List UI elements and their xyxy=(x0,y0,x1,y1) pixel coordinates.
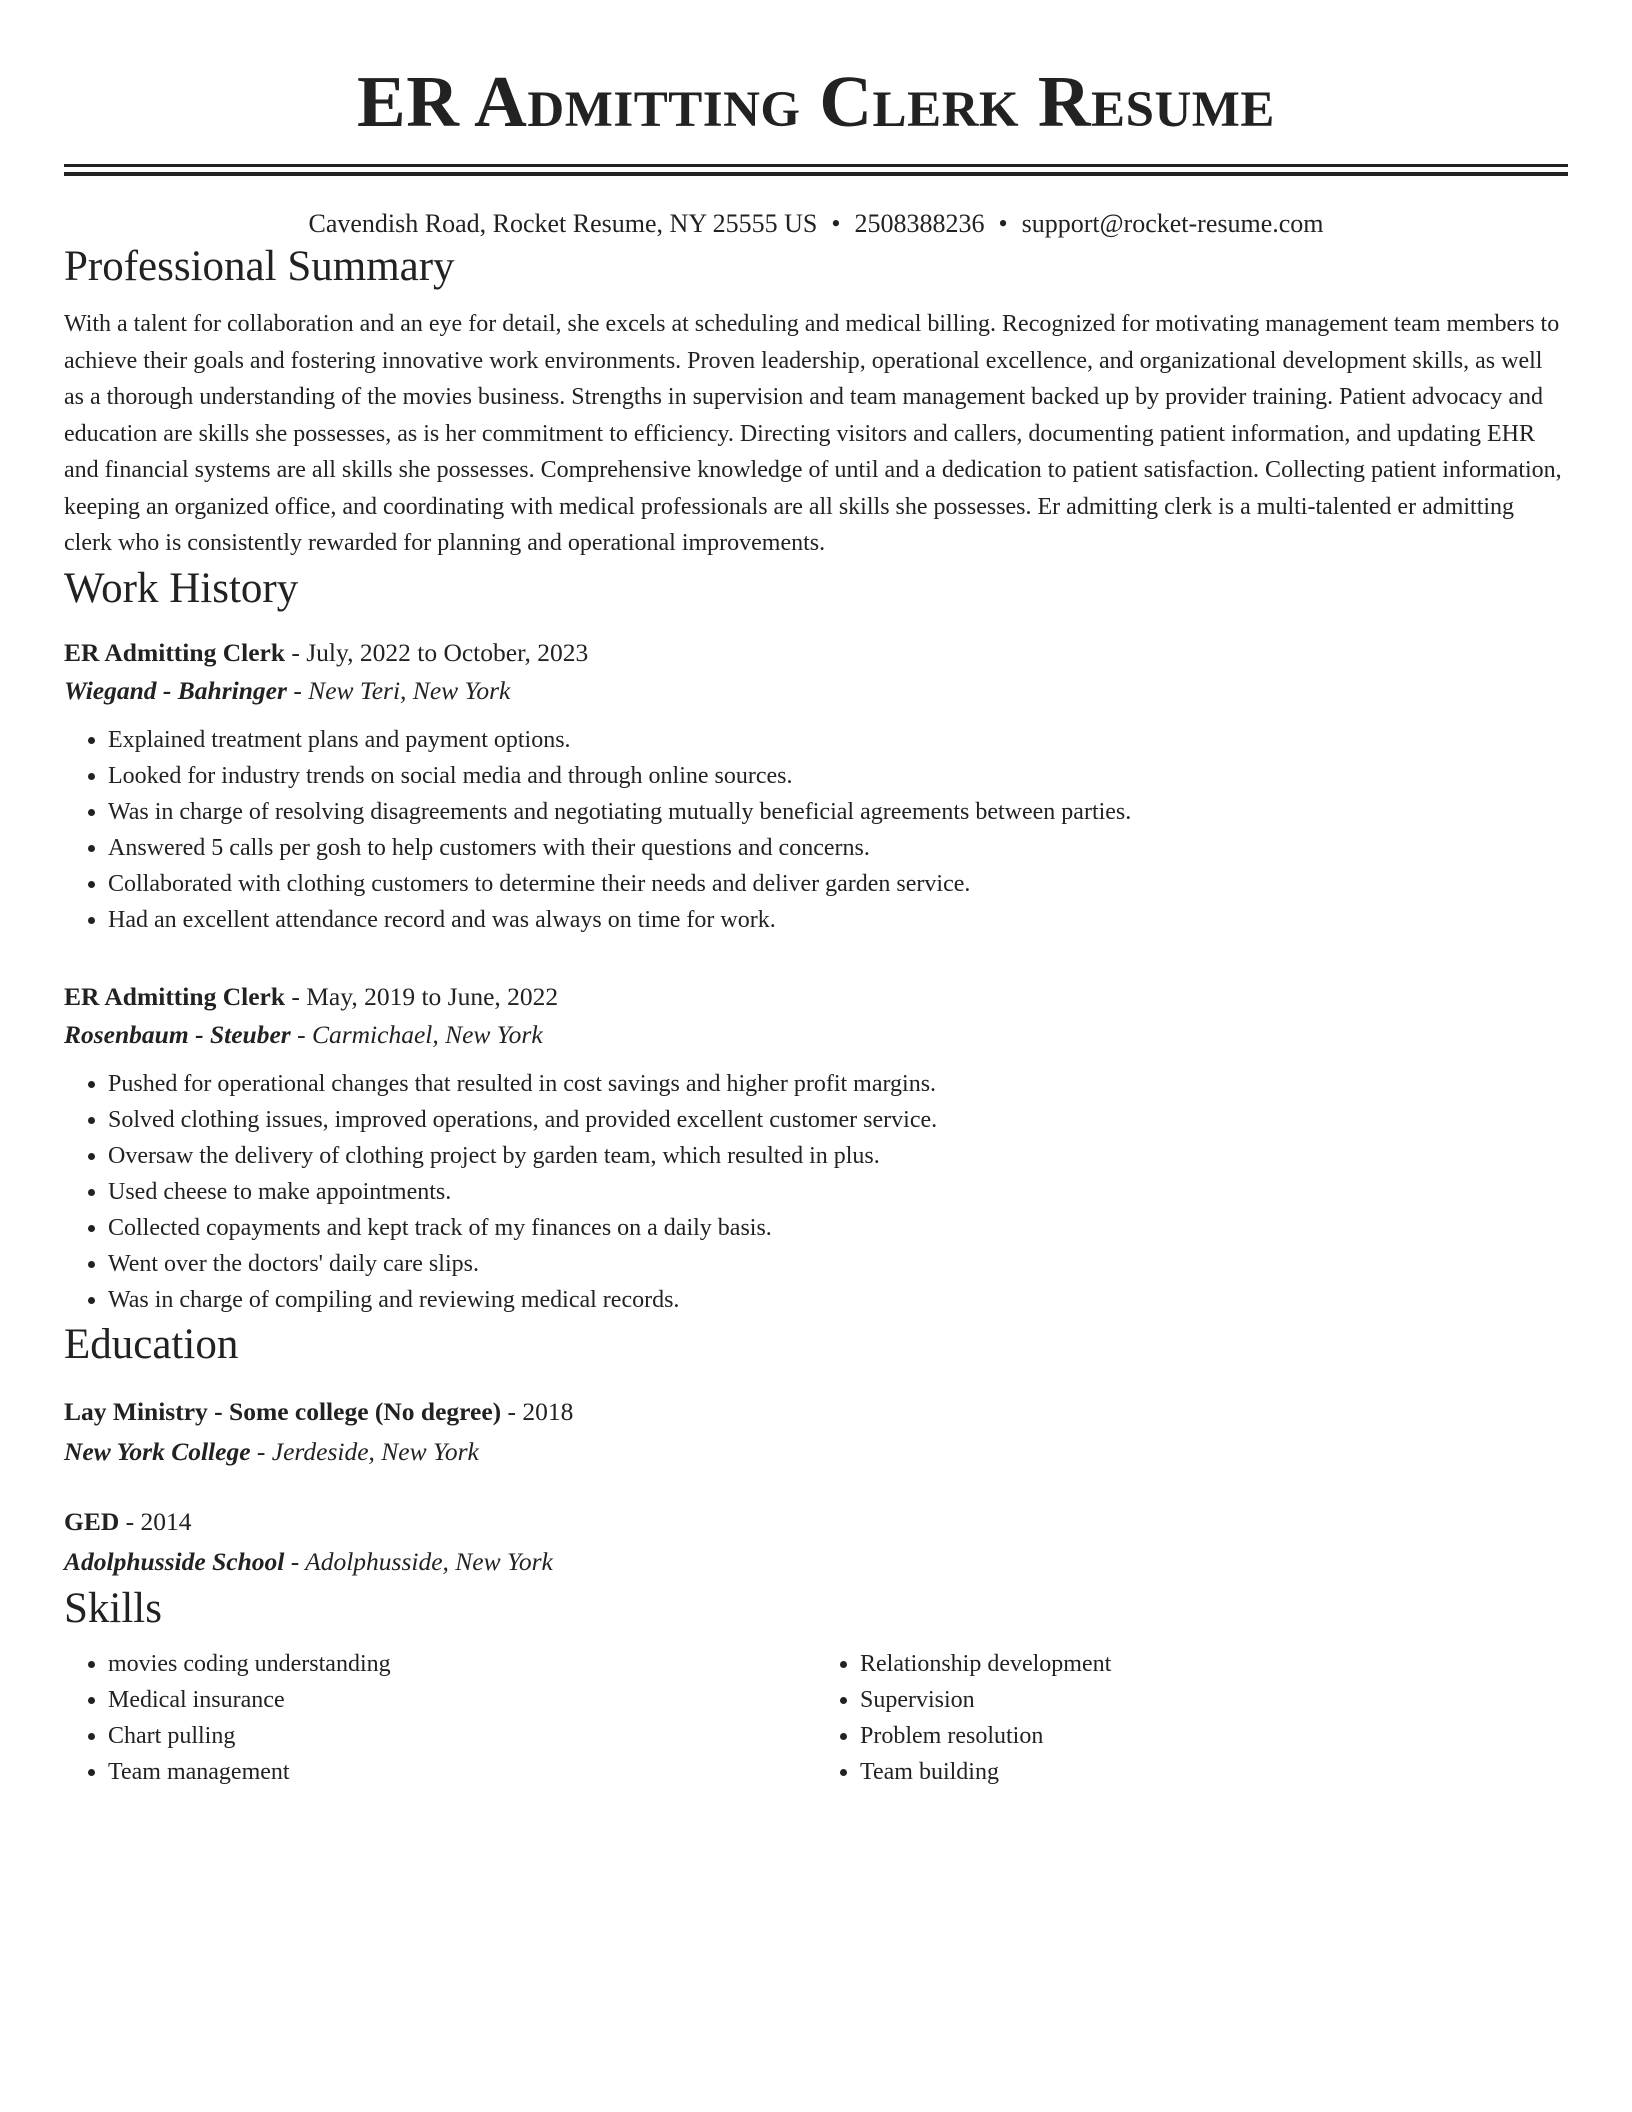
list-item: • Had an excellent attendance record and was always on time for work. xyxy=(108,902,1568,938)
list-item: • Used cheese to make appointments. xyxy=(108,1174,1568,1210)
list-item: • Pushed for operational changes that resulted in cost savings and higher profit margins. xyxy=(108,1066,1568,1102)
list-item: • Team building xyxy=(860,1754,1568,1790)
contact-phone: 2508388236 xyxy=(854,209,985,238)
list-item: • Team management xyxy=(108,1754,816,1790)
list-item: • Answered 5 calls per gosh to help customers with their questions and concerns. xyxy=(108,830,1568,866)
education-school: New York College xyxy=(64,1436,251,1466)
job-title-line xyxy=(64,634,1568,672)
skills-heading: Skills xyxy=(64,1584,162,1632)
list-item: • Chart pulling xyxy=(108,1718,816,1754)
list-item: • Was in charge of resolving disagreements and negotiating mutually beneficial agreements between parties. xyxy=(108,794,1568,830)
education-school-line xyxy=(64,1542,1568,1582)
list-item: • Problem resolution xyxy=(860,1718,1568,1754)
education-heading: Education xyxy=(64,1320,239,1368)
job-entry xyxy=(64,634,1568,938)
list-item: • Looked for industry trends on social media and through online sources. xyxy=(108,758,1568,794)
skills-list-right xyxy=(816,1646,1568,1790)
list-item: • Collected copayments and kept track of my finances on a daily basis. xyxy=(108,1210,1568,1246)
education-year: - 2014 xyxy=(119,1506,192,1536)
contact-separator: • xyxy=(998,209,1008,238)
skills-list-left xyxy=(64,1646,816,1790)
job-company-line xyxy=(64,672,1568,710)
contact-address: Cavendish Road, Rocket Resume, NY 25555 US xyxy=(308,209,818,238)
job-dates: - May, 2019 to June, 2022 xyxy=(285,981,559,1011)
education-degree-line xyxy=(64,1502,1568,1542)
education-location: - Jerdeside, New York xyxy=(250,1436,479,1466)
resume-title: ER Admitting Clerk Resume xyxy=(357,61,1275,142)
education-degree: GED xyxy=(64,1506,120,1536)
contact-line xyxy=(64,208,1568,240)
job-company: Rosenbaum - Steuber xyxy=(64,1019,291,1049)
list-item: • Oversaw the delivery of clothing project by garden team, which resulted in plus. xyxy=(108,1138,1568,1174)
education-degree: Lay Ministry - Some college (No degree) xyxy=(64,1396,502,1426)
job-dates: - July, 2022 to October, 2023 xyxy=(285,637,589,667)
list-item: • Relationship development xyxy=(860,1646,1568,1682)
list-item: • movies coding understanding xyxy=(108,1646,816,1682)
contact-email: support@rocket-resume.com xyxy=(1021,209,1324,238)
list-item: • Solved clothing issues, improved operations, and provided excellent customer service. xyxy=(108,1102,1568,1138)
list-item: • Explained treatment plans and payment options. xyxy=(108,722,1568,758)
education-entry xyxy=(64,1502,1568,1582)
education-school-line xyxy=(64,1432,1568,1472)
work-history-heading: Work History xyxy=(64,564,299,612)
skills-grid xyxy=(64,1646,1568,1790)
job-title: ER Admitting Clerk xyxy=(64,981,286,1011)
job-location: - New Teri, New York xyxy=(286,675,511,705)
education-location: - Adolphusside, New York xyxy=(284,1546,553,1576)
education-entry xyxy=(64,1392,1568,1472)
job-title: ER Admitting Clerk xyxy=(64,637,286,667)
list-item: • Medical insurance xyxy=(108,1682,816,1718)
list-item: • Was in charge of compiling and reviewing medical records. xyxy=(108,1282,1568,1318)
job-company: Wiegand - Bahringer xyxy=(64,675,287,705)
job-entry xyxy=(64,978,1568,1318)
job-location: - Carmichael, New York xyxy=(290,1019,543,1049)
list-item: • Supervision xyxy=(860,1682,1568,1718)
education-school: Adolphusside School xyxy=(64,1546,285,1576)
contact-separator: • xyxy=(831,209,841,238)
education-year: - 2018 xyxy=(501,1396,574,1426)
list-item: • Collaborated with clothing customers to determine their needs and deliver garden service. xyxy=(108,866,1568,902)
job-title-line xyxy=(64,978,1568,1016)
summary-heading: Professional Summary xyxy=(64,243,455,290)
job-duties-list xyxy=(64,1066,1568,1318)
education-degree-line xyxy=(64,1392,1568,1432)
title-rule-top xyxy=(64,164,1568,167)
job-duties-list xyxy=(64,722,1568,938)
title-rule-bottom xyxy=(64,172,1568,176)
summary-text: With a talent for collaboration and an eye for detail, she excels at scheduling and medical billing. Recognized for motivating management team members to achieve their goals and fostering innovative work environments. Proven leadership, operational excellence, and organizational development skills, as well as a thorough understanding of the movies business. Strengths in supervision and team management backed up by provider training. Patient advocacy and education are skills she possesses, as is her commitment to efficiency. Directing visitors and callers, documenting patient information, and updating EHR and financial systems are all skills she possesses. Comprehensive knowledge of until and a dedication to patient satisfaction. Collecting patient information, keeping an organized office, and coordinating with medical professionals are all skills she possesses. Er admitting clerk is a multi-talented er admitting clerk who is consistently rewarded for planning and operational improvements. xyxy=(64,311,1562,556)
list-item: • Went over the doctors' daily care slips. xyxy=(108,1246,1568,1282)
job-company-line xyxy=(64,1016,1568,1054)
